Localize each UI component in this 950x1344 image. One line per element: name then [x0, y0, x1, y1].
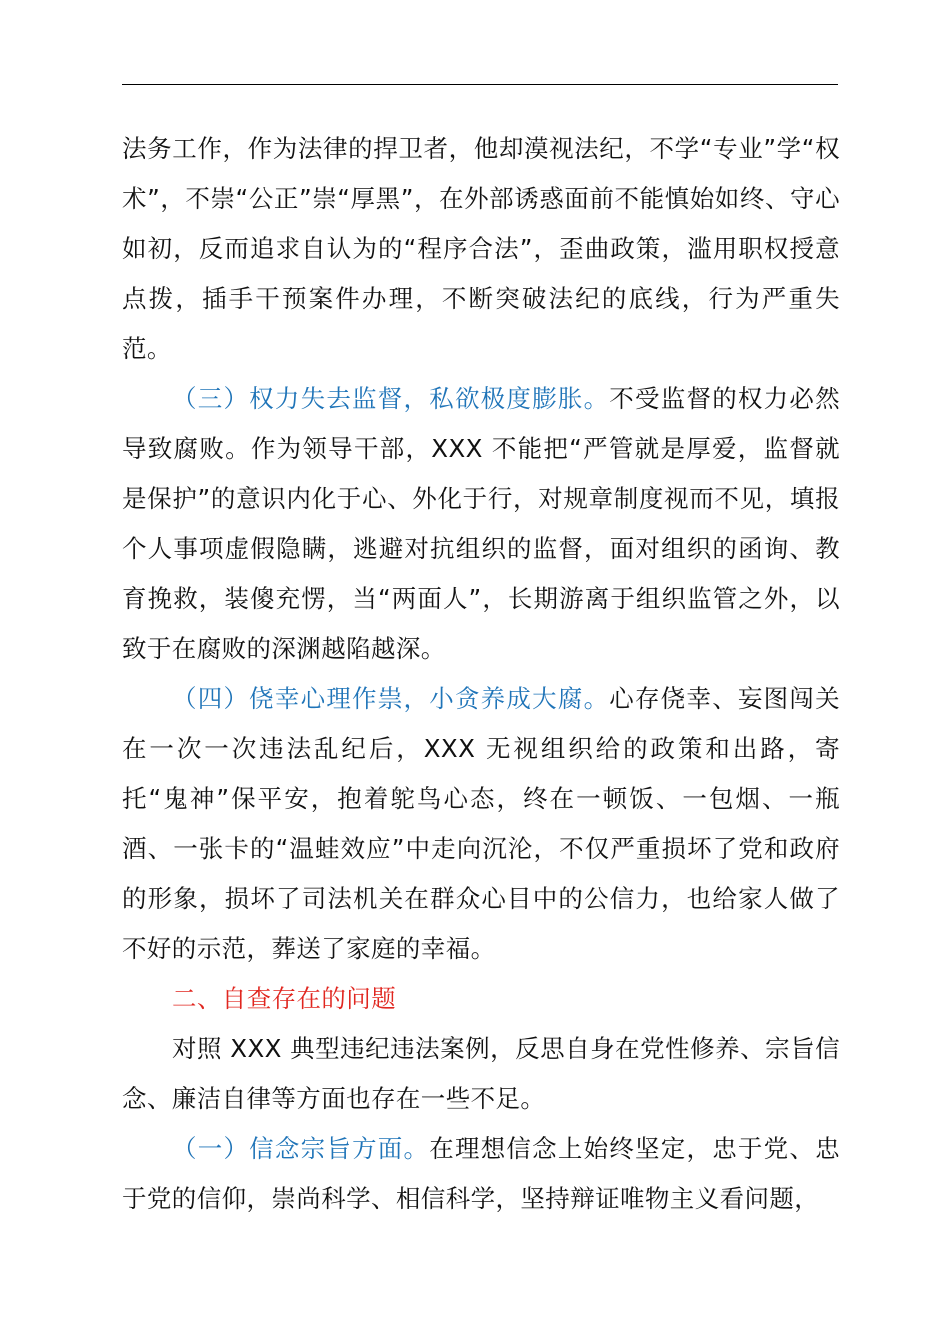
paragraph-self-check-intro — [122, 1024, 840, 1124]
subheading-belief-purpose: （一）信念宗旨方面。 — [172, 1134, 430, 1163]
section-title: 二、自查存在的问题 — [172, 984, 397, 1013]
paragraph-power-oversight — [122, 374, 840, 674]
paragraph-text: 心存侥幸、妄图闯关在一次一次违法乱纪后，XXX 无视组织给的政策和出路，寄托“鬼神”保平安，抱着鸵鸟心态，终在一顿饭、一包烟、一瓶酒、一张卡的“温蛙效应”中走向沉沦，不仅严重损坏了党和政府的形象，损坏了司法机关在群众心目中的公信力，也给家人做了不好的示范，葬送了家庭的幸福。 — [122, 684, 840, 963]
paragraph-legal-work — [122, 124, 840, 374]
paragraph-text: 法务工作，作为法律的捍卫者，他却漠视法纪，不学“专业”学“权术”，不崇“公正”崇“厚黑”，在外部诱惑面前不能慎始如终、守心如初，反而追求自认为的“程序合法”，歪曲政策，滥用职权授意点拨，插手干预案件办理，不断突破法纪的底线，行为严重失范。 — [122, 134, 840, 363]
paragraph-text: 对照 XXX 典型违纪违法案例，反思自身在党性修养、宗旨信念、廉洁自律等方面也存在一些不足。 — [122, 1034, 840, 1113]
paragraph-text: 不受监督的权力必然导致腐败。作为领导干部，XXX 不能把“严管就是厚爱，监督就是保护”的意识内化于心、外化于行，对规章制度视而不见，填报个人事项虚假隐瞒，逃避对抗组织的监督，面对组织的函询、教育挽救，装傻充愣，当“两面人”，长期游离于组织监管之外，以致于在腐败的深渊越陷越深。 — [122, 384, 840, 663]
header-rule — [122, 84, 838, 85]
paragraph-text: 在理想信念上始终坚定，忠于党、忠于党的信仰，崇尚科学、相信科学，坚持辩证唯物主义看问题， — [122, 1134, 841, 1213]
subheading-power-oversight: （三）权力失去监督，私欲极度膨胀。 — [172, 384, 610, 413]
paragraph-fluke-mentality — [122, 674, 840, 974]
subheading-fluke-mentality: （四）侥幸心理作祟，小贪养成大腐。 — [172, 684, 610, 713]
document-body — [122, 124, 840, 1224]
paragraph-belief-purpose — [122, 1124, 840, 1224]
section-heading-self-check — [122, 974, 840, 1024]
